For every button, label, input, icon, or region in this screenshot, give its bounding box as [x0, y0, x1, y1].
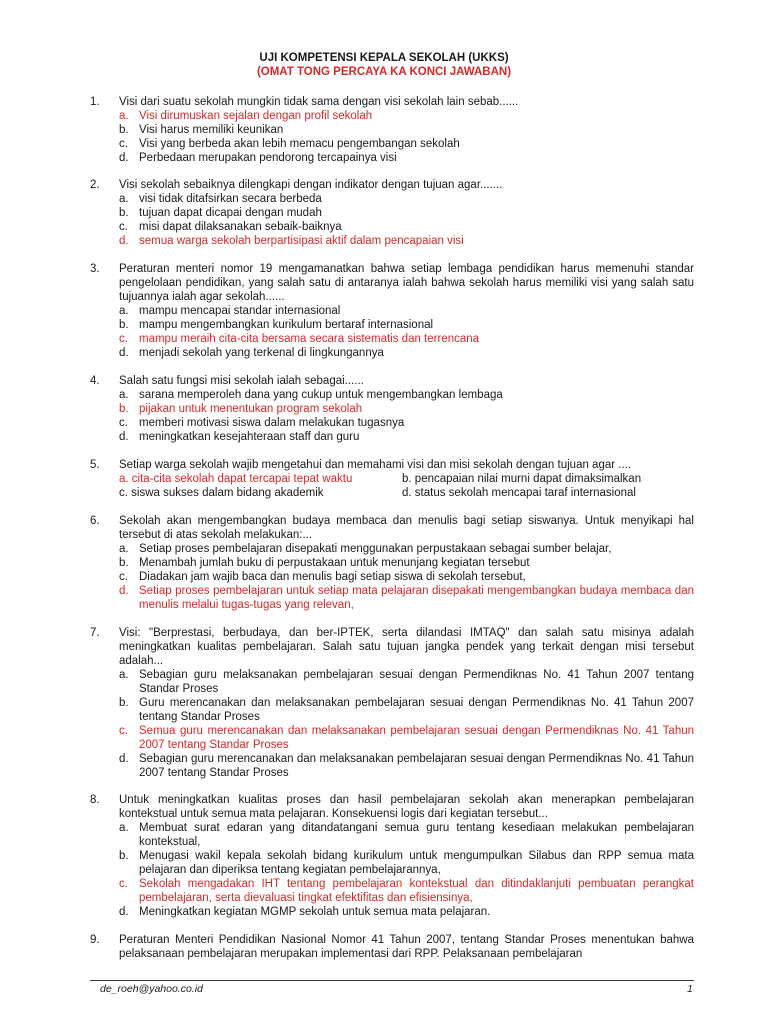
- option-letter: b.: [402, 473, 412, 485]
- option-text: pencapaian nilai murni dapat dimaksimalkan: [414, 473, 642, 485]
- option-letter: b.: [119, 319, 129, 331]
- question-text: Visi sekolah sebaiknya dilengkapi dengan indikator dengan tujuan agar.......: [119, 179, 503, 191]
- footer-email: de_roeh@yahoo.co.id: [100, 983, 203, 995]
- question-5: [90, 458, 694, 500]
- option-b: [402, 472, 694, 486]
- question-number: 2.: [90, 179, 100, 191]
- question-text: Visi: "Berprestasi, berbudaya, dan ber-IPTEK, serta dilandasi IMTAQ" dan salah satu misinya adalah meningkatkan kualitas pembelajaran. Salah satu tujuan jangka pendek yang terkait dengan misi tersebut adalah...: [119, 627, 694, 667]
- question-number: 8.: [90, 794, 100, 806]
- option-text: tujuan dapat dicapai dengan mudah: [139, 207, 322, 219]
- option-letter: b.: [119, 557, 129, 569]
- option-letter: c.: [119, 417, 128, 429]
- option-letter: c.: [119, 333, 128, 345]
- option-b: [119, 123, 694, 137]
- option-text: Diadakan jam wajib baca dan menulis bagi setiap siswa di sekolah tersebut,: [139, 571, 526, 583]
- option-letter: c.: [119, 725, 128, 737]
- option-text: visi tidak ditafsirkan secara berbeda: [139, 193, 322, 205]
- footer-divider: [90, 980, 694, 981]
- option-letter: b.: [119, 403, 129, 415]
- question-number: 1.: [90, 96, 100, 108]
- page-number: 1: [687, 983, 693, 995]
- option-text: Guru merencanakan dan melaksanakan pembelajaran sesuai dengan Permendiknas No. 41 Tahun 2007 tentang Standar Proses: [139, 697, 694, 723]
- question-text: Peraturan Menteri Pendidikan Nasional Nomor 41 Tahun 2007, tentang Standar Proses menentukan bahwa pelaksanaan pembelajaran merupakan implementasi dari RPP. Pelaksanaan pembelajaran: [119, 934, 694, 960]
- question-3: [90, 262, 694, 360]
- question-text: Untuk meningkatkan kualitas proses dan hasil pembelajaran sekolah akan menerapkan pembelajaran kontekstual untuk semua mata pelajaran. Konsekuensi logis dari kegiatan tersebut...: [119, 794, 694, 820]
- option-letter: c.: [119, 878, 128, 890]
- option-c-answer: [119, 724, 694, 752]
- option-d: [119, 905, 694, 919]
- question-text: Peraturan menteri nomor 19 mengamanatkan bahwa setiap lembaga pendidikan harus memenuhi standar pengelolaan pendidikan, yang salah satu di antaranya ialah bahwa sekolah harus memiliki visi yang salah satu tujuannya ialah agar sekolah......: [119, 263, 694, 303]
- option-c: [119, 486, 402, 500]
- option-c: [119, 416, 694, 430]
- option-text: Membuat surat edaran yang ditandatangani semua guru tentang kesediaan melakukan pembelajaran kontekstual,: [139, 822, 694, 848]
- option-letter: b.: [119, 850, 129, 862]
- option-letter: d.: [119, 152, 129, 164]
- option-letter: d.: [402, 487, 412, 499]
- option-a: [119, 821, 694, 849]
- question-9: [90, 933, 694, 961]
- option-d: [119, 430, 694, 444]
- option-text: mampu meraih cita-cita bersama secara sistematis dan terrencana: [139, 333, 480, 345]
- option-b: [119, 849, 694, 877]
- option-d-answer: [119, 234, 694, 248]
- option-text: Visi dirumuskan sejalan dengan profil sekolah: [139, 110, 373, 122]
- option-d-answer: [119, 584, 694, 612]
- option-letter: c.: [119, 138, 128, 150]
- option-text: Sebagian guru merencanakan dan melaksanakan pembelajaran sesuai dengan Permendiknas No. 41 Tahun 2007 tentang Standar Proses: [139, 753, 694, 779]
- question-4: [90, 374, 694, 444]
- option-text: Menambah jumlah buku di perpustakaan untuk menunjang kegiatan tersebut: [139, 557, 530, 569]
- option-c-answer: [119, 332, 694, 346]
- document-subtitle: (OMAT TONG PERCAYA KA KONCI JAWABAN): [256, 66, 512, 78]
- option-text: semua warga sekolah berpartisipasi aktif dalam pencapaian visi: [139, 235, 464, 247]
- option-text: misi dapat dilaksanakan sebaik-baiknya: [139, 221, 342, 233]
- option-text: mampu mengembangkan kurikulum bertaraf internasional: [139, 319, 434, 331]
- option-letter: d.: [119, 585, 129, 597]
- option-text: Visi harus memiliki keunikan: [139, 124, 284, 136]
- option-text: Visi yang berbeda akan lebih memacu pengembangan sekolah: [139, 138, 460, 150]
- option-letter: c.: [119, 571, 128, 583]
- option-text: Setiap proses pembelajaran untuk setiap mata pelajaran disepakati mengembangkan budaya membaca dan menulis melalui tugas-tugas yang relevan,: [139, 585, 694, 611]
- question-number: 9.: [90, 934, 100, 946]
- option-letter: b.: [119, 124, 129, 136]
- option-text: status sekolah mencapai taraf internasional: [414, 487, 636, 499]
- option-a: [119, 192, 694, 206]
- option-letter: b.: [119, 207, 129, 219]
- option-a: [119, 542, 694, 556]
- question-text: Sekolah akan mengembangkan budaya membaca dan menulis bagi setiap siswanya. Untuk menyikapi hal tersebut di atas sekolah melakukan:...: [119, 515, 694, 541]
- option-b: [119, 556, 694, 570]
- option-text: meningkatkan kesejahteraan staff dan guru: [139, 431, 360, 443]
- option-d: [119, 752, 694, 780]
- option-a-answer: [119, 109, 694, 123]
- question-number: 7.: [90, 627, 100, 639]
- option-letter: d.: [119, 753, 129, 765]
- option-letter: d.: [119, 906, 129, 918]
- option-text: cita-cita sekolah dapat tercapai tepat waktu: [131, 473, 353, 485]
- option-letter: c.: [119, 487, 128, 499]
- options-grid: [119, 472, 694, 500]
- option-letter: a.: [119, 305, 129, 317]
- option-letter: a.: [119, 193, 129, 205]
- option-text: Meningkatkan kegiatan MGMP sekolah untuk semua mata pelajaran.: [139, 906, 491, 918]
- question-number: 4.: [90, 375, 100, 387]
- question-7: [90, 626, 694, 780]
- option-text: Sekolah mengadakan IHT tentang pembelajaran kontekstual dan ditindaklanjuti pembuatan perangkat pembelajaran, serta dievaluasi tingkat efektifitas dan efisiensinya,: [139, 878, 694, 904]
- question-8: [90, 793, 694, 919]
- option-letter: b.: [119, 697, 129, 709]
- option-b: [119, 696, 694, 724]
- question-1: [90, 95, 694, 165]
- option-a: [119, 668, 694, 696]
- option-c: [119, 570, 694, 584]
- option-letter: d.: [119, 431, 129, 443]
- option-text: memberi motivasi siswa dalam melakukan tugasnya: [139, 417, 405, 429]
- option-text: Perbedaan merupakan pendorong tercapainya visi: [139, 152, 397, 164]
- option-letter: a.: [119, 110, 129, 122]
- option-letter: a.: [119, 389, 129, 401]
- option-b: [119, 318, 694, 332]
- option-text: menjadi sekolah yang terkenal di lingkungannya: [139, 347, 384, 359]
- option-c-answer: [119, 877, 694, 905]
- option-b: [119, 206, 694, 220]
- question-number: 6.: [90, 515, 100, 527]
- option-c: [119, 137, 694, 151]
- option-letter: c.: [119, 221, 128, 233]
- option-letter: a.: [119, 473, 129, 485]
- option-text: Sebagian guru melaksanakan pembelajaran sesuai dengan Permendiknas No. 41 Tahun 2007 tentang Standar Proses: [139, 669, 694, 695]
- question-text: Salah satu fungsi misi sekolah ialah sebagai......: [119, 375, 364, 387]
- question-number: 5.: [90, 459, 100, 471]
- option-a: [119, 388, 694, 402]
- question-2: [90, 178, 694, 248]
- option-a: [119, 304, 694, 318]
- option-letter: a.: [119, 543, 129, 555]
- option-letter: d.: [119, 235, 129, 247]
- option-text: Menugasi wakil kepala sekolah bidang kurikulum untuk mengumpulkan Silabus dan RPP semua mata pelajaran dan diperiksa tentang kegiatan pembelajarannya,: [139, 850, 694, 876]
- option-d: [119, 151, 694, 165]
- option-text: sarana memperoleh dana yang cukup untuk mengembangkan lembaga: [139, 389, 503, 401]
- question-text: Visi dari suatu sekolah mungkin tidak sama dengan visi sekolah lain sebab......: [119, 96, 519, 108]
- question-6: [90, 514, 694, 612]
- option-text: siswa sukses dalam bidang akademik: [131, 487, 324, 499]
- option-text: pijakan untuk menentukan program sekolah: [139, 403, 363, 415]
- option-b-answer: [119, 402, 694, 416]
- option-d: [402, 486, 694, 500]
- document-title: UJI KOMPETENSI KEPALA SEKOLAH (UKKS): [259, 52, 509, 64]
- question-text: Setiap warga sekolah wajib mengetahui dan memahami visi dan misi sekolah dengan tujuan agar ....: [119, 459, 632, 471]
- question-number: 3.: [90, 263, 100, 275]
- option-letter: a.: [119, 822, 129, 834]
- option-text: Semua guru merencanakan dan melaksanakan pembelajaran sesuai dengan Permendiknas No. 41 Tahun 2007 tentang Standar Proses: [139, 725, 694, 751]
- option-letter: a.: [119, 669, 129, 681]
- option-text: mampu mencapai standar internasional: [139, 305, 341, 317]
- option-c: [119, 220, 694, 234]
- option-d: [119, 346, 694, 360]
- option-a-answer: [119, 472, 402, 486]
- option-letter: d.: [119, 347, 129, 359]
- option-text: Setiap proses pembelajaran disepakati menggunakan perpustakaan sebagai sumber belajar,: [139, 543, 612, 555]
